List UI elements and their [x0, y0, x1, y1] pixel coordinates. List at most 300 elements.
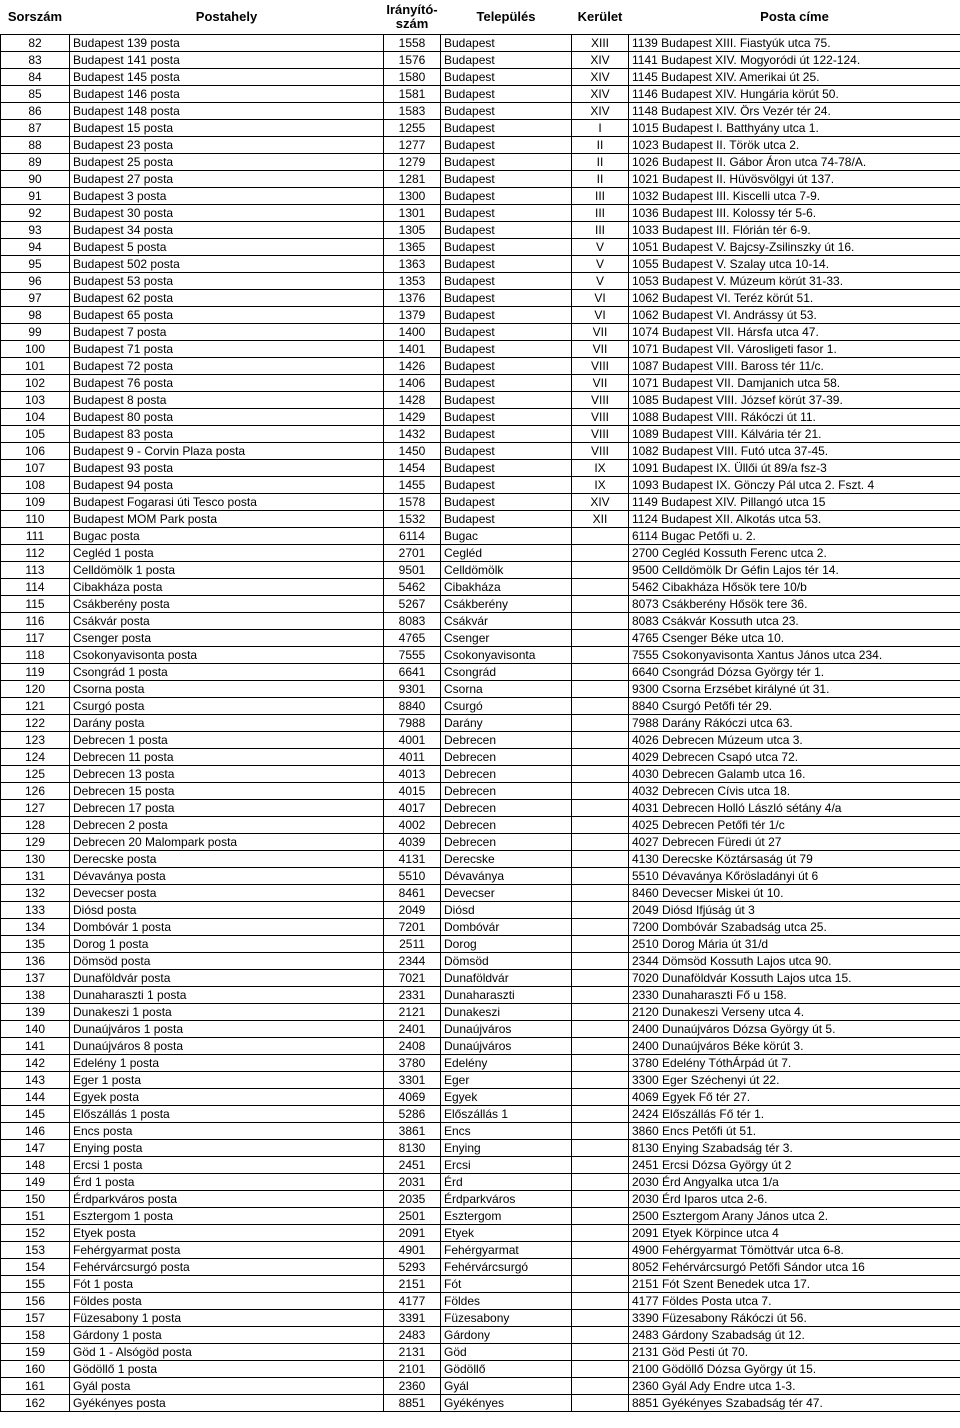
table-body [1, 35, 960, 1412]
cell-posta-cime: 1141 Budapest XIV. Mogyoródi út 122-124. [629, 52, 960, 69]
cell-posta-cime: 1023 Budapest II. Török utca 2. [629, 137, 960, 154]
table-row [1, 1055, 960, 1072]
cell-kerulet: XII [572, 511, 629, 528]
cell-telepules: Gárdony [441, 1327, 572, 1344]
cell-sorszam: 99 [1, 324, 70, 341]
cell-sorszam: 139 [1, 1004, 70, 1021]
cell-sorszam: 154 [1, 1259, 70, 1276]
cell-posta-cime: 1149 Budapest XIV. Pillangó utca 15 [629, 494, 960, 511]
cell-iranyitoszam: 2701 [384, 545, 441, 562]
cell-sorszam: 84 [1, 69, 70, 86]
cell-postahely: Dorog 1 posta [70, 936, 384, 953]
cell-kerulet [572, 647, 629, 664]
cell-sorszam: 140 [1, 1021, 70, 1038]
cell-iranyitoszam: 3391 [384, 1310, 441, 1327]
cell-postahely: Budapest 94 posta [70, 477, 384, 494]
cell-posta-cime: 6114 Bugac Petőfi u. 2. [629, 528, 960, 545]
table-row [1, 409, 960, 426]
cell-postahely: Dömsöd posta [70, 953, 384, 970]
cell-telepules: Debrecen [441, 834, 572, 851]
cell-kerulet: II [572, 154, 629, 171]
cell-kerulet: V [572, 256, 629, 273]
header-posta-cime: Posta címe [760, 9, 829, 24]
cell-kerulet: VIII [572, 392, 629, 409]
cell-iranyitoszam: 4002 [384, 817, 441, 834]
cell-sorszam: 116 [1, 613, 70, 630]
cell-posta-cime: 2151 Fót Szent Benedek utca 17. [629, 1276, 960, 1293]
cell-sorszam: 89 [1, 154, 70, 171]
cell-postahely: Debrecen 17 posta [70, 800, 384, 817]
cell-sorszam: 107 [1, 460, 70, 477]
cell-posta-cime: 2100 Gödöllő Dózsa György út 15. [629, 1361, 960, 1378]
cell-posta-cime: 1036 Budapest III. Kolossy tér 5-6. [629, 205, 960, 222]
cell-posta-cime: 2330 Dunaharaszti Fő u 158. [629, 987, 960, 1004]
cell-postahely: Budapest 502 posta [70, 256, 384, 273]
cell-telepules: Debrecen [441, 749, 572, 766]
cell-posta-cime: 1124 Budapest XII. Alkotás utca 53. [629, 511, 960, 528]
cell-kerulet: VIII [572, 358, 629, 375]
cell-posta-cime: 1139 Budapest XIII. Fiastyúk utca 75. [629, 35, 960, 52]
cell-posta-cime: 1082 Budapest VIII. Futó utca 37-45. [629, 443, 960, 460]
cell-postahely: Derecske posta [70, 851, 384, 868]
cell-posta-cime: 1088 Budapest VIII. Rákóczi út 11. [629, 409, 960, 426]
cell-postahely: Csurgó posta [70, 698, 384, 715]
table-row [1, 35, 960, 52]
cell-posta-cime: 2091 Etyek Körpince utca 4 [629, 1225, 960, 1242]
cell-posta-cime: 2030 Érd Iparos utca 2-6. [629, 1191, 960, 1208]
table-row [1, 1089, 960, 1106]
cell-sorszam: 94 [1, 239, 70, 256]
cell-kerulet: XIV [572, 103, 629, 120]
table-row [1, 1140, 960, 1157]
cell-iranyitoszam: 6641 [384, 664, 441, 681]
table-row [1, 885, 960, 902]
cell-sorszam: 100 [1, 341, 70, 358]
cell-telepules: Gyékényes [441, 1395, 572, 1412]
cell-kerulet [572, 596, 629, 613]
table-row [1, 596, 960, 613]
cell-sorszam: 87 [1, 120, 70, 137]
cell-kerulet [572, 885, 629, 902]
cell-postahely: Budapest MOM Park posta [70, 511, 384, 528]
cell-telepules: Budapest [441, 443, 572, 460]
cell-telepules: Fót [441, 1276, 572, 1293]
cell-iranyitoszam: 1406 [384, 375, 441, 392]
cell-sorszam: 153 [1, 1242, 70, 1259]
cell-iranyitoszam: 1455 [384, 477, 441, 494]
table-row [1, 205, 960, 222]
table-row [1, 987, 960, 1004]
cell-iranyitoszam: 2121 [384, 1004, 441, 1021]
cell-kerulet [572, 1004, 629, 1021]
table-row [1, 698, 960, 715]
cell-postahely: Budapest 5 posta [70, 239, 384, 256]
cell-iranyitoszam: 4131 [384, 851, 441, 868]
cell-telepules: Budapest [441, 35, 572, 52]
cell-kerulet [572, 1072, 629, 1089]
cell-posta-cime: 3300 Eger Széchenyi út 22. [629, 1072, 960, 1089]
cell-telepules: Füzesabony [441, 1310, 572, 1327]
cell-postahely: Dunaújváros 1 posta [70, 1021, 384, 1038]
table-row [1, 273, 960, 290]
cell-kerulet [572, 800, 629, 817]
cell-kerulet: IX [572, 460, 629, 477]
cell-postahely: Budapest 93 posta [70, 460, 384, 477]
cell-posta-cime: 2483 Gárdony Szabadság út 12. [629, 1327, 960, 1344]
cell-posta-cime: 3860 Encs Petőfi út 51. [629, 1123, 960, 1140]
cell-telepules: Budapest [441, 324, 572, 341]
cell-telepules: Budapest [441, 154, 572, 171]
cell-sorszam: 150 [1, 1191, 70, 1208]
table-header [1, 0, 960, 35]
cell-kerulet [572, 1208, 629, 1225]
cell-kerulet [572, 1395, 629, 1412]
cell-postahely: Gödöllő 1 posta [70, 1361, 384, 1378]
cell-postahely: Dévaványa posta [70, 868, 384, 885]
cell-posta-cime: 2344 Dömsöd Kossuth Lajos utca 90. [629, 953, 960, 970]
cell-postahely: Földes posta [70, 1293, 384, 1310]
cell-kerulet [572, 1089, 629, 1106]
table-row [1, 290, 960, 307]
table-row [1, 902, 960, 919]
table-row [1, 1395, 960, 1412]
cell-kerulet: XIII [572, 35, 629, 52]
cell-iranyitoszam: 1454 [384, 460, 441, 477]
table-row [1, 69, 960, 86]
cell-iranyitoszam: 1426 [384, 358, 441, 375]
cell-posta-cime: 4177 Földes Posta utca 7. [629, 1293, 960, 1310]
cell-iranyitoszam: 2408 [384, 1038, 441, 1055]
cell-telepules: Cibakháza [441, 579, 572, 596]
table-row [1, 970, 960, 987]
cell-sorszam: 127 [1, 800, 70, 817]
table-row [1, 171, 960, 188]
cell-postahely: Budapest 139 posta [70, 35, 384, 52]
cell-postahely: Devecser posta [70, 885, 384, 902]
cell-telepules: Budapest [441, 494, 572, 511]
cell-iranyitoszam: 6114 [384, 528, 441, 545]
cell-postahely: Érdparkváros posta [70, 1191, 384, 1208]
header-postahely: Postahely [195, 9, 258, 24]
cell-postahely: Fehérgyarmat posta [70, 1242, 384, 1259]
cell-postahely: Esztergom 1 posta [70, 1208, 384, 1225]
cell-posta-cime: 4031 Debrecen Holló László sétány 4/a [629, 800, 960, 817]
cell-postahely: Dunaújváros 8 posta [70, 1038, 384, 1055]
cell-kerulet [572, 953, 629, 970]
cell-sorszam: 83 [1, 52, 70, 69]
table-row [1, 1378, 960, 1395]
cell-sorszam: 158 [1, 1327, 70, 1344]
cell-posta-cime: 1021 Budapest II. Hüvösvölgyi út 137. [629, 171, 960, 188]
cell-kerulet: VII [572, 375, 629, 392]
cell-iranyitoszam: 2101 [384, 1361, 441, 1378]
table-row [1, 1208, 960, 1225]
cell-telepules: Érd [441, 1174, 572, 1191]
cell-postahely: Budapest 30 posta [70, 205, 384, 222]
table-row [1, 341, 960, 358]
table-row [1, 545, 960, 562]
cell-iranyitoszam: 2501 [384, 1208, 441, 1225]
cell-iranyitoszam: 8840 [384, 698, 441, 715]
cell-postahely: Csákvár posta [70, 613, 384, 630]
cell-sorszam: 130 [1, 851, 70, 868]
cell-telepules: Budapest [441, 222, 572, 239]
cell-sorszam: 103 [1, 392, 70, 409]
cell-telepules: Budapest [441, 477, 572, 494]
cell-iranyitoszam: 1255 [384, 120, 441, 137]
cell-kerulet [572, 766, 629, 783]
table-row [1, 188, 960, 205]
cell-postahely: Fót 1 posta [70, 1276, 384, 1293]
cell-postahely: Debrecen 2 posta [70, 817, 384, 834]
cell-iranyitoszam: 1432 [384, 426, 441, 443]
cell-sorszam: 115 [1, 596, 70, 613]
cell-telepules: Dunaharaszti [441, 987, 572, 1004]
cell-telepules: Derecske [441, 851, 572, 868]
cell-iranyitoszam: 5462 [384, 579, 441, 596]
table-row [1, 783, 960, 800]
cell-posta-cime: 2700 Cegléd Kossuth Ferenc utca 2. [629, 545, 960, 562]
cell-iranyitoszam: 2401 [384, 1021, 441, 1038]
cell-kerulet [572, 579, 629, 596]
cell-sorszam: 117 [1, 630, 70, 647]
cell-iranyitoszam: 8083 [384, 613, 441, 630]
cell-postahely: Budapest 7 posta [70, 324, 384, 341]
cell-postahely: Debrecen 11 posta [70, 749, 384, 766]
cell-iranyitoszam: 1580 [384, 69, 441, 86]
cell-iranyitoszam: 1379 [384, 307, 441, 324]
cell-telepules: Dunaújváros [441, 1021, 572, 1038]
cell-kerulet [572, 630, 629, 647]
cell-iranyitoszam: 4765 [384, 630, 441, 647]
cell-posta-cime: 5510 Dévaványa Kőrösladányi út 6 [629, 868, 960, 885]
cell-iranyitoszam: 2360 [384, 1378, 441, 1395]
table-row [1, 1293, 960, 1310]
cell-posta-cime: 1055 Budapest V. Szalay utca 10-14. [629, 256, 960, 273]
table-row [1, 1072, 960, 1089]
header-sorszam: Sorszám [7, 9, 63, 24]
cell-postahely: Budapest 53 posta [70, 273, 384, 290]
cell-kerulet [572, 1378, 629, 1395]
table-row [1, 137, 960, 154]
table-row [1, 528, 960, 545]
cell-postahely: Budapest 8 posta [70, 392, 384, 409]
cell-telepules: Budapest [441, 69, 572, 86]
cell-sorszam: 132 [1, 885, 70, 902]
cell-iranyitoszam: 2451 [384, 1157, 441, 1174]
cell-telepules: Gyál [441, 1378, 572, 1395]
cell-postahely: Budapest 145 posta [70, 69, 384, 86]
cell-iranyitoszam: 4015 [384, 783, 441, 800]
table-row [1, 120, 960, 137]
cell-iranyitoszam: 1353 [384, 273, 441, 290]
table-row [1, 1021, 960, 1038]
cell-posta-cime: 1062 Budapest VI. Teréz körút 51. [629, 290, 960, 307]
cell-postahely: Budapest 141 posta [70, 52, 384, 69]
cell-postahely: Budapest 9 - Corvin Plaza posta [70, 443, 384, 460]
cell-iranyitoszam: 1450 [384, 443, 441, 460]
cell-telepules: Debrecen [441, 732, 572, 749]
cell-iranyitoszam: 1429 [384, 409, 441, 426]
cell-telepules: Csokonyavisonta [441, 647, 572, 664]
table-row [1, 868, 960, 885]
cell-iranyitoszam: 5510 [384, 868, 441, 885]
cell-iranyitoszam: 1301 [384, 205, 441, 222]
cell-telepules: Csurgó [441, 698, 572, 715]
cell-posta-cime: 1087 Budapest VIII. Baross tér 11/c. [629, 358, 960, 375]
cell-telepules: Fehérgyarmat [441, 1242, 572, 1259]
cell-sorszam: 105 [1, 426, 70, 443]
header-kerulet: Kerület [577, 9, 623, 24]
cell-sorszam: 142 [1, 1055, 70, 1072]
cell-posta-cime: 4029 Debrecen Csapó utca 72. [629, 749, 960, 766]
cell-sorszam: 111 [1, 528, 70, 545]
cell-iranyitoszam: 1532 [384, 511, 441, 528]
cell-telepules: Budapest [441, 392, 572, 409]
table-row [1, 154, 960, 171]
cell-sorszam: 108 [1, 477, 70, 494]
cell-iranyitoszam: 5286 [384, 1106, 441, 1123]
cell-posta-cime: 8083 Csákvár Kossuth utca 23. [629, 613, 960, 630]
table-row [1, 1344, 960, 1361]
table-row [1, 1004, 960, 1021]
cell-sorszam: 106 [1, 443, 70, 460]
cell-iranyitoszam: 3780 [384, 1055, 441, 1072]
cell-kerulet [572, 868, 629, 885]
table-row [1, 1191, 960, 1208]
cell-posta-cime: 1145 Budapest XIV. Amerikai út 25. [629, 69, 960, 86]
cell-iranyitoszam: 4011 [384, 749, 441, 766]
cell-kerulet [572, 1276, 629, 1293]
table-row [1, 630, 960, 647]
cell-kerulet [572, 1327, 629, 1344]
cell-posta-cime: 1053 Budapest V. Múzeum körút 31-33. [629, 273, 960, 290]
cell-kerulet: V [572, 273, 629, 290]
cell-telepules: Budapest [441, 290, 572, 307]
cell-telepules: Bugac [441, 528, 572, 545]
cell-posta-cime: 2400 Dunaújváros Béke körút 3. [629, 1038, 960, 1055]
cell-sorszam: 113 [1, 562, 70, 579]
cell-posta-cime: 7988 Darány Rákóczi utca 63. [629, 715, 960, 732]
cell-kerulet: XIV [572, 69, 629, 86]
cell-kerulet: VIII [572, 409, 629, 426]
cell-iranyitoszam: 1401 [384, 341, 441, 358]
cell-sorszam: 135 [1, 936, 70, 953]
table-row [1, 52, 960, 69]
cell-kerulet: VII [572, 341, 629, 358]
table-row [1, 392, 960, 409]
cell-posta-cime: 9300 Csorna Erzsébet királyné út 31. [629, 681, 960, 698]
cell-posta-cime: 1071 Budapest VII. Damjanich utca 58. [629, 375, 960, 392]
cell-postahely: Budapest 146 posta [70, 86, 384, 103]
cell-kerulet [572, 1191, 629, 1208]
cell-postahely: Budapest 76 posta [70, 375, 384, 392]
cell-sorszam: 145 [1, 1106, 70, 1123]
cell-posta-cime: 1062 Budapest VI. Andrássy út 53. [629, 307, 960, 324]
cell-kerulet: VIII [572, 426, 629, 443]
cell-posta-cime: 1085 Budapest VIII. József körút 37-39. [629, 392, 960, 409]
cell-iranyitoszam: 2331 [384, 987, 441, 1004]
cell-iranyitoszam: 1576 [384, 52, 441, 69]
cell-sorszam: 97 [1, 290, 70, 307]
cell-posta-cime: 1074 Budapest VII. Hársfa utca 47. [629, 324, 960, 341]
cell-kerulet [572, 749, 629, 766]
cell-telepules: Budapest [441, 358, 572, 375]
cell-sorszam: 122 [1, 715, 70, 732]
cell-posta-cime: 3780 Edelény TóthÁrpád út 7. [629, 1055, 960, 1072]
cell-posta-cime: 7200 Dombóvár Szabadság utca 25. [629, 919, 960, 936]
cell-sorszam: 101 [1, 358, 70, 375]
cell-kerulet: IX [572, 477, 629, 494]
cell-kerulet: VI [572, 307, 629, 324]
cell-iranyitoszam: 4039 [384, 834, 441, 851]
cell-iranyitoszam: 4001 [384, 732, 441, 749]
cell-sorszam: 149 [1, 1174, 70, 1191]
table-row [1, 1259, 960, 1276]
table-row [1, 86, 960, 103]
cell-kerulet [572, 834, 629, 851]
table-row [1, 1157, 960, 1174]
table-row [1, 766, 960, 783]
table-row [1, 443, 960, 460]
table-row [1, 1242, 960, 1259]
cell-iranyitoszam: 4069 [384, 1089, 441, 1106]
cell-postahely: Budapest 72 posta [70, 358, 384, 375]
cell-kerulet [572, 1123, 629, 1140]
cell-posta-cime: 1032 Budapest III. Kiscelli utca 7-9. [629, 188, 960, 205]
cell-telepules: Csákvár [441, 613, 572, 630]
cell-kerulet: VIII [572, 443, 629, 460]
cell-kerulet [572, 1038, 629, 1055]
cell-posta-cime: 8460 Devecser Miskei út 10. [629, 885, 960, 902]
cell-sorszam: 137 [1, 970, 70, 987]
cell-iranyitoszam: 2035 [384, 1191, 441, 1208]
table-row [1, 749, 960, 766]
cell-postahely: Csongrád 1 posta [70, 664, 384, 681]
cell-telepules: Esztergom [441, 1208, 572, 1225]
cell-posta-cime: 2424 Előszállás Fő tér 1. [629, 1106, 960, 1123]
cell-iranyitoszam: 4013 [384, 766, 441, 783]
cell-posta-cime: 4130 Derecske Köztársaság út 79 [629, 851, 960, 868]
cell-sorszam: 144 [1, 1089, 70, 1106]
cell-sorszam: 119 [1, 664, 70, 681]
table-row [1, 1276, 960, 1293]
cell-kerulet: III [572, 222, 629, 239]
cell-sorszam: 148 [1, 1157, 70, 1174]
table-row [1, 919, 960, 936]
table-row [1, 664, 960, 681]
table-row [1, 817, 960, 834]
cell-kerulet [572, 817, 629, 834]
cell-telepules: Cegléd [441, 545, 572, 562]
cell-kerulet [572, 919, 629, 936]
cell-iranyitoszam: 2049 [384, 902, 441, 919]
cell-telepules: Dömsöd [441, 953, 572, 970]
cell-telepules: Budapest [441, 409, 572, 426]
table-row [1, 562, 960, 579]
cell-sorszam: 120 [1, 681, 70, 698]
cell-iranyitoszam: 1583 [384, 103, 441, 120]
cell-telepules: Csenger [441, 630, 572, 647]
cell-kerulet: II [572, 137, 629, 154]
cell-sorszam: 124 [1, 749, 70, 766]
table-row [1, 1225, 960, 1242]
table-row [1, 1327, 960, 1344]
cell-posta-cime: 4025 Debrecen Petőfi tér 1/c [629, 817, 960, 834]
cell-telepules: Edelény [441, 1055, 572, 1072]
table-row [1, 460, 960, 477]
cell-posta-cime: 2131 Göd Pesti út 70. [629, 1344, 960, 1361]
